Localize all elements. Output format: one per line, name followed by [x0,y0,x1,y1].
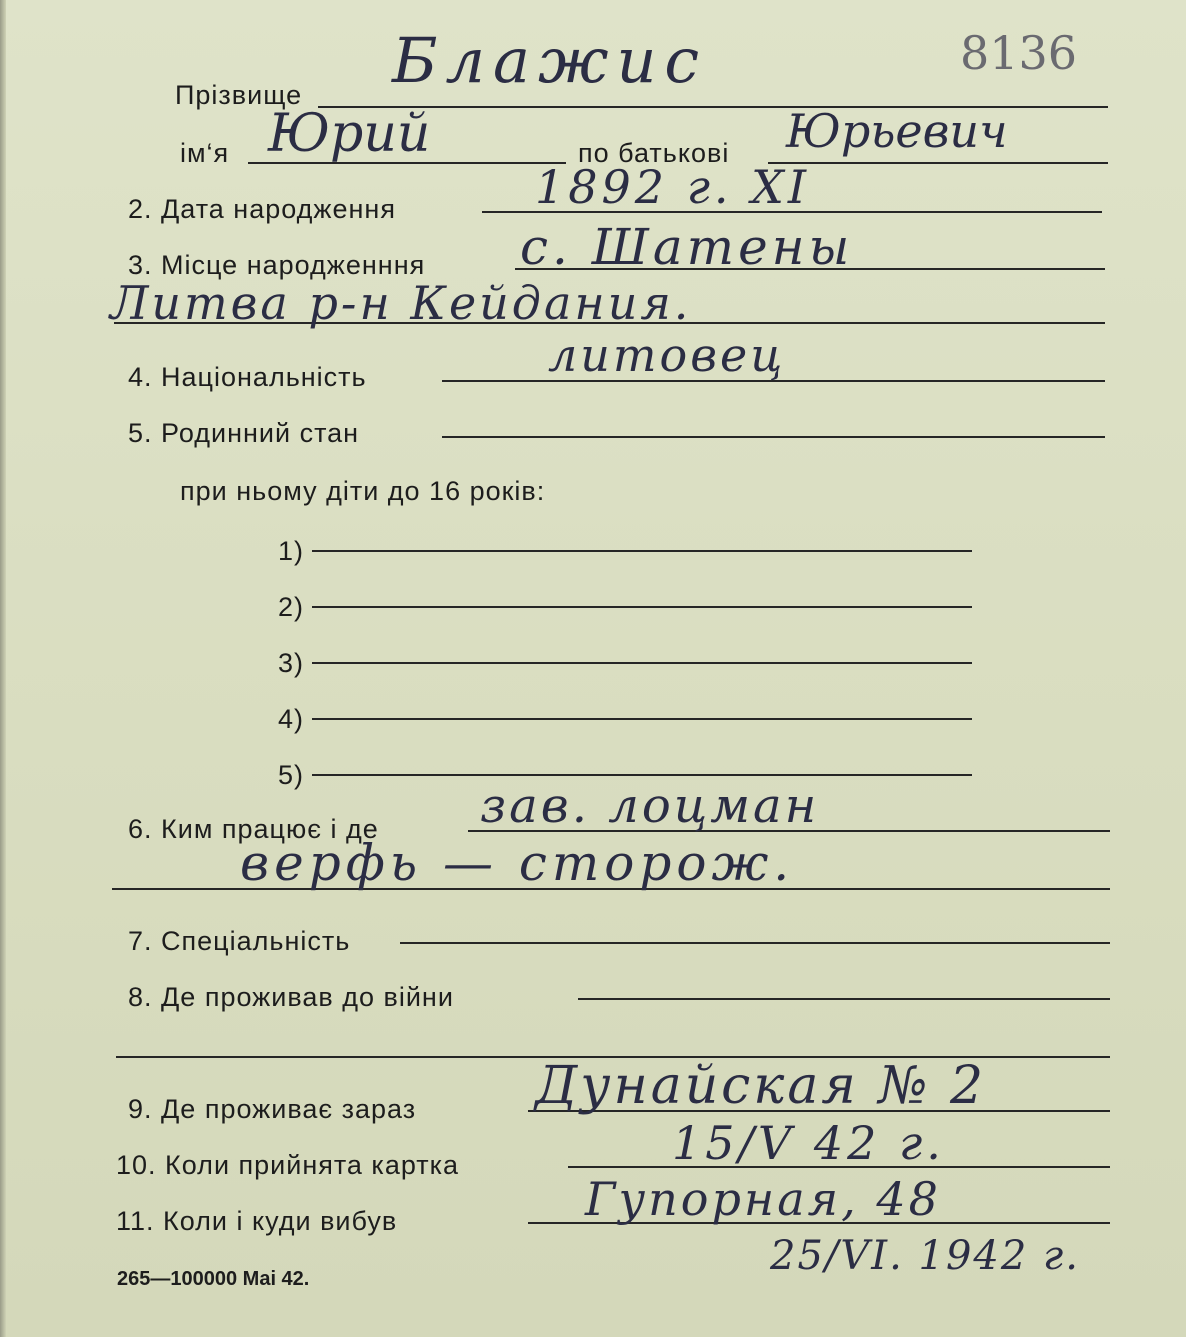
birth-place-value-2: Литва р-н Кейдания. [110,276,692,330]
card-accepted-label: 10. Коли прийнята картка [116,1150,460,1180]
birth-place-value-1: с. Шатены [520,218,854,276]
current-residence-value: Дунайская № 2 [535,1056,987,1116]
departure-value-2: 25/VI. 1942 г. [770,1233,1080,1279]
prewar-residence-line-1 [578,998,1110,1000]
patronymic-label: по батькові [578,138,730,168]
birth-place-label: 3. Місце народженння [128,250,426,280]
child-slot-4-line [312,718,972,720]
marital-status-line [442,436,1105,438]
child-slot-1-label: 1) [278,536,305,566]
patronymic-value: Юрьевич [786,104,1008,158]
child-slot-3-line [312,662,972,664]
child-slot-3-label: 3) [278,648,305,678]
card-edge-shadow [0,0,6,1337]
surname-label: Прізвище [175,80,303,110]
given-name-value: Юрий [268,104,431,164]
child-slot-2-label: 2) [278,592,305,622]
nationality-value: литовец [548,328,786,382]
surname-value: Блажис [392,24,708,97]
prewar-residence-label: 8. Де проживав до війни [128,982,454,1012]
children-label: при ньому діти до 16 років: [180,476,546,506]
departure-label: 11. Коли і куди вибув [116,1206,398,1236]
print-code: 265—100000 Mai 42. [117,1268,310,1290]
birth-date-value: 1892 г. XI [535,160,811,214]
child-slot-5-line [312,774,972,776]
employment-value-2: верфь — сторож. [240,834,795,892]
child-slot-1-line [312,550,972,552]
birth-date-label: 2. Дата народження [128,194,396,224]
given-name-label: ім‘я [180,138,230,168]
patronymic-line [768,162,1108,164]
specialty-label: 7. Спеціальність [128,926,351,956]
child-slot-2-line [312,606,972,608]
child-slot-4-label: 4) [278,704,305,734]
employment-value-1: зав. лоцман [480,778,820,834]
specialty-line [400,942,1110,944]
archive-number: 8136 [960,26,1078,80]
current-residence-label: 9. Де проживає зараз [128,1094,417,1124]
nationality-label: 4. Національність [128,362,367,392]
marital-status-label: 5. Родинний стан [128,418,360,448]
card-accepted-value: 15/V 42 г. [672,1116,945,1170]
child-slot-5-label: 5) [278,760,305,790]
departure-value-1: Гупорная, 48 [585,1172,941,1226]
employment-label: 6. Ким працює і де [128,814,379,844]
